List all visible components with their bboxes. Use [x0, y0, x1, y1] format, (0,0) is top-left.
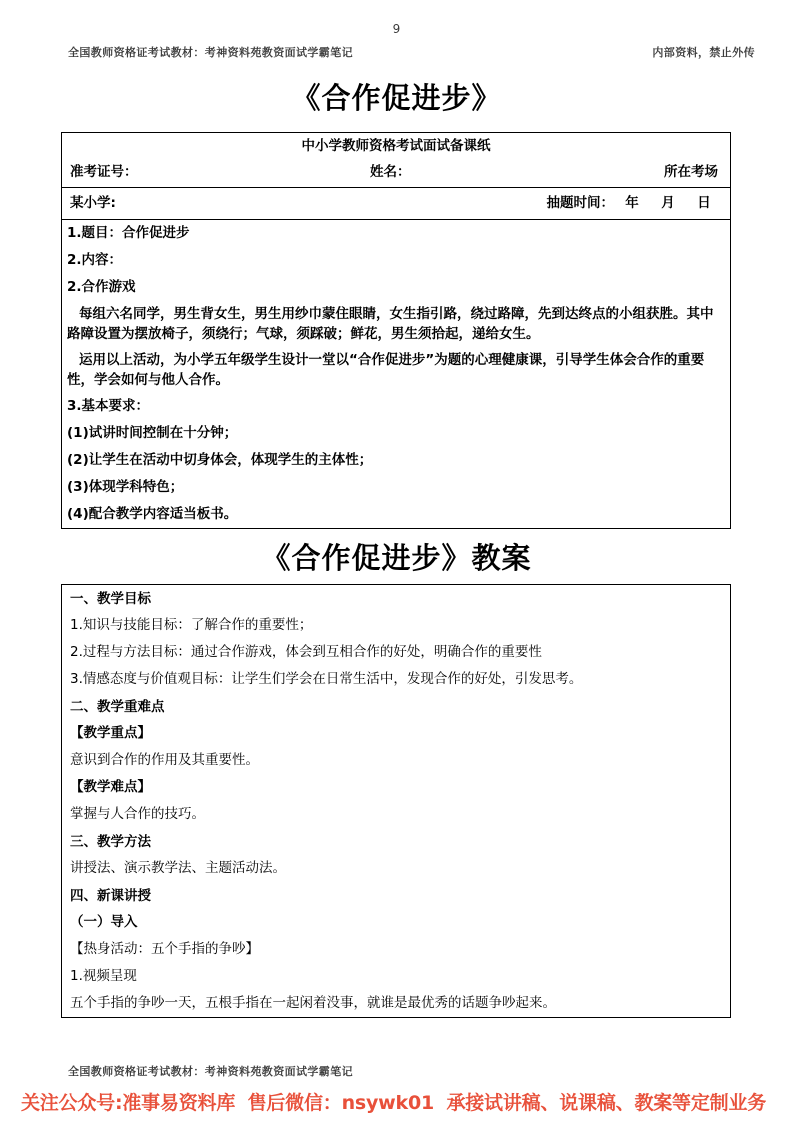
exam-line: 3.基本要求：	[67, 398, 150, 414]
plan-subheading: 【教学难点】	[70, 779, 151, 795]
page-title: 《合作促进步》	[291, 81, 502, 115]
plan-line: 1.知识与技能目标：了解合作的重要性；	[70, 617, 313, 633]
running-head	[0, 44, 793, 62]
admission-number-label: 准考证号：	[70, 164, 138, 180]
plan-line: 讲授法、演示教学法、主题活动法。	[70, 860, 286, 876]
plan-line: 3.情感态度与价值观目标：让学生们学会在日常生活中，发现合作的好处，引发思考。	[70, 671, 583, 687]
school-and-time-row	[62, 188, 730, 220]
exam-line: 每组六名同学，男生背女生，男生用纱巾蒙住眼睛，女生指引路，绕过路障，先到达终点的小组获胜。其中路障设置为摆放椅子，须绕行；气球，须踩破；鲜花，男生须拾起，递给女生。	[67, 306, 714, 342]
plan-line: 1.视频呈现	[70, 968, 137, 984]
school-label: 某小学:	[70, 195, 116, 211]
plan-heading: 三、教学方法	[70, 834, 151, 850]
exam-line: 1.题目：合作促进步	[67, 225, 190, 241]
running-head-right: 内部资料，禁止外传	[652, 46, 755, 59]
lesson-plan-title: 《合作促进步》教案	[261, 541, 532, 575]
footer-promo	[0, 1088, 793, 1115]
exam-line: (2)让学生在活动中切身体会，体现学生的主体性；	[67, 452, 373, 468]
draw-time-label: 抽题时间：	[546, 195, 614, 211]
date-placeholders	[614, 191, 722, 216]
promo-public-account: 关注公众号:准事易资料库	[20, 1092, 236, 1114]
sheet-title: 中小学教师资格考试面试备课纸	[301, 138, 491, 154]
lesson-plan-sheet	[61, 584, 731, 1018]
page-number: 9	[392, 22, 401, 36]
footer-running-head: 全国教师资格证考试教材：考神资料苑教资面试学霸笔记	[68, 1065, 353, 1078]
month-label: 月	[661, 195, 675, 211]
day-label: 日	[697, 195, 711, 211]
exam-sheet-body	[62, 220, 730, 528]
lesson-plan-body	[62, 585, 730, 1017]
plan-subheading: （一）导入	[70, 914, 138, 930]
exam-line: 运用以上活动，为小学五年级学生设计一堂以“合作促进步”为题的心理健康课，引导学生体会合作的重要性，学会如何与他人合作。	[67, 352, 705, 388]
plan-line: 意识到合作的作用及其重要性。	[70, 752, 259, 768]
promo-services: 承接试讲稿、说课稿、教案等定制业务	[446, 1092, 767, 1114]
plan-heading: 二、教学重难点	[70, 699, 165, 715]
plan-line: 掌握与人合作的技巧。	[70, 806, 205, 822]
plan-line: 五个手指的争吵一天，五根手指在一起闲着没事，就谁是最优秀的话题争吵起来。	[70, 995, 556, 1011]
promo-wechat: 售后微信：nsywk01	[247, 1092, 435, 1114]
exam-line: (1)试讲时间控制在十分钟；	[67, 425, 238, 441]
plan-heading: 一、教学目标	[70, 591, 151, 607]
exam-line: (4)配合教学内容适当板书。	[67, 506, 238, 522]
year-label: 年	[625, 195, 639, 211]
exam-room-label: 所在考场	[664, 164, 718, 180]
exam-prep-sheet	[61, 132, 731, 529]
plan-line: 2.过程与方法目标：通过合作游戏，体会到互相合作的好处，明确合作的重要性	[70, 644, 542, 660]
name-label: 姓名：	[370, 164, 411, 180]
plan-heading: 四、新课讲授	[70, 888, 151, 904]
plan-subheading: 【教学重点】	[70, 725, 151, 741]
plan-line: 【热身活动：五个手指的争吵】	[70, 941, 259, 957]
exam-line: 2.内容：	[67, 252, 123, 268]
candidate-field-row	[62, 159, 730, 188]
exam-line: (3)体现学科特色；	[67, 479, 184, 495]
running-head-left: 全国教师资格证考试教材：考神资料苑教资面试学霸笔记	[68, 46, 353, 59]
exam-line: 2.合作游戏	[67, 279, 136, 295]
